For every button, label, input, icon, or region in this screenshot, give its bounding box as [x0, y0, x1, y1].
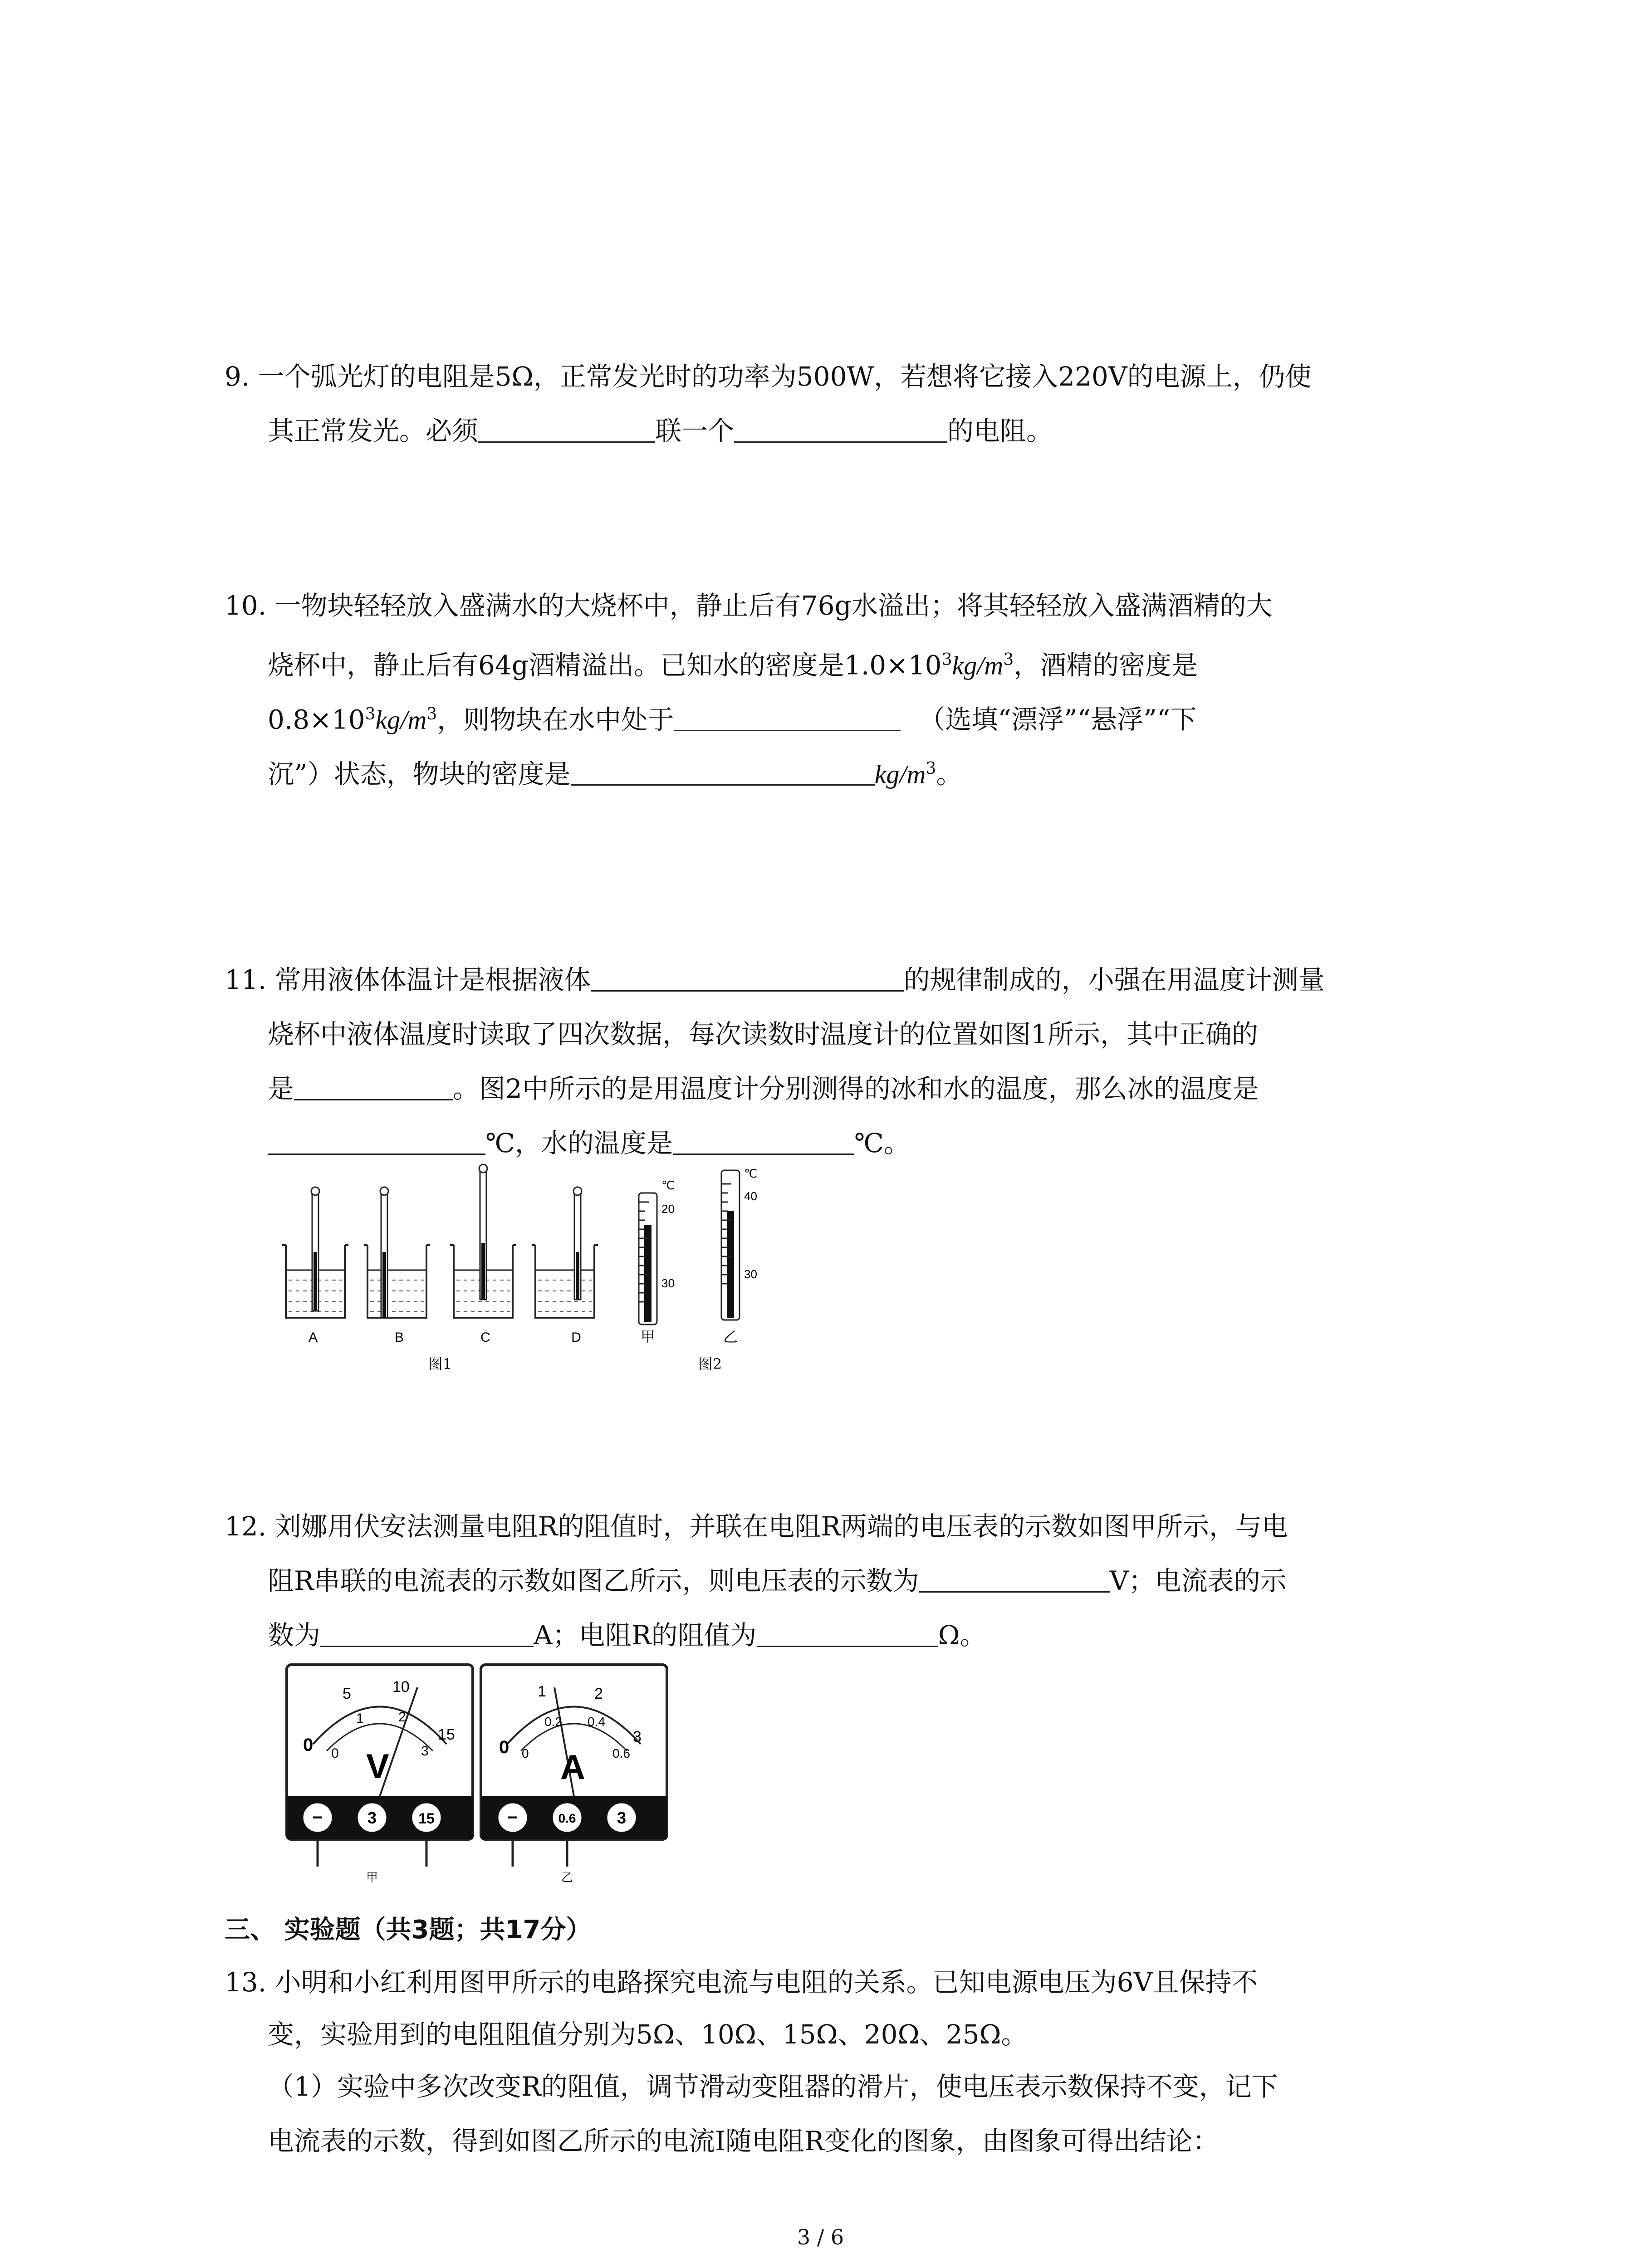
q10-line2 — [268, 642, 1198, 684]
therm-jia-unit: ℃ — [661, 1178, 675, 1192]
ammeter-outer-tick: 1 — [538, 1683, 546, 1700]
q10-unit: kg/m — [874, 759, 926, 789]
q9-line1: 9. 一个弧光灯的电阻是5Ω，正常发光时的功率为500W，若想将它接入220V的电源上，仍使 — [225, 361, 1312, 392]
beaker-c — [450, 1164, 516, 1318]
ammeter-outer-tick: 3 — [633, 1728, 642, 1745]
therm-yi-unit: ℃ — [744, 1167, 758, 1180]
q10-text: 沉”）状态，物块的密度是 — [268, 758, 571, 790]
q9-text: 的电阻。 — [947, 415, 1053, 446]
therm-jia-tick: 20 — [661, 1202, 675, 1216]
fig1-label-b: B — [394, 1330, 404, 1345]
fig2-caption: 图2 — [698, 1355, 722, 1373]
ammeter-terminal-neg: − — [507, 1808, 518, 1828]
q12-blank-3[interactable] — [757, 1620, 938, 1647]
q12-line2 — [268, 1563, 1287, 1599]
q11-text: 11. 常用液体体温计是根据液体 — [225, 964, 591, 995]
q12-text: V；电流表的示 — [1109, 1565, 1287, 1596]
ammeter-label: 乙 — [561, 1871, 573, 1885]
ammeter-terminal-0-6: 0.6 — [558, 1811, 576, 1825]
q10-blank-1[interactable] — [674, 704, 901, 731]
q9-blank-2[interactable] — [734, 416, 947, 443]
fig1-label-d: D — [571, 1330, 581, 1345]
meter-figures — [281, 1660, 671, 1887]
q11-blank-1[interactable] — [591, 965, 904, 992]
ammeter-inner-tick: 0 — [522, 1746, 529, 1760]
thermometer-yi — [721, 1167, 757, 1320]
ammeter-terminal-3: 3 — [617, 1809, 627, 1827]
q9-text: 其正常发光。必须 — [268, 415, 479, 446]
fig1-label-a: A — [308, 1330, 318, 1345]
voltmeter — [287, 1665, 473, 1885]
thermometer-figures — [272, 1161, 771, 1383]
q11-text: ℃。 — [854, 1128, 910, 1158]
fig1-caption: 图1 — [428, 1355, 452, 1373]
therm-jia-tick: 30 — [661, 1276, 675, 1290]
q10-line1: 10. 一物块轻轻放入盛满水的大烧杯中，静止后有76g水溢出；将其轻轻放入盛满酒精的大 — [225, 590, 1273, 621]
q13-line4: 电流表的示数，得到如图乙所示的电流I随电阻R变化的图象，由图象可得出结论： — [268, 2126, 1219, 2156]
q11-blank-2[interactable] — [294, 1074, 453, 1100]
q11-text: 的规律制成的，小强在用温度计测量 — [903, 964, 1325, 995]
ammeter-inner-tick: 0.6 — [612, 1746, 630, 1760]
voltmeter-outer-tick: 5 — [343, 1685, 351, 1702]
fig1-label-c: C — [480, 1330, 490, 1345]
q10-sup: 3 — [426, 705, 437, 723]
q10-sup: 3 — [926, 759, 936, 778]
ammeter-inner-tick: 0.4 — [588, 1715, 605, 1729]
q13-line3: （1）实验中多次改变R的阻值，调节滑动变阻器的滑片，使电压表示数保持不变，记下 — [268, 2071, 1278, 2102]
q11-line4 — [268, 1125, 910, 1161]
q10-line4 — [268, 751, 962, 792]
q12-line1: 12. 刘娜用伏安法测量电阻R的阻值时，并联在电阻R两端的电压表的示数如图甲所示，与电 — [225, 1511, 1288, 1542]
ammeter — [481, 1665, 667, 1885]
voltmeter-inner-tick: 1 — [356, 1711, 364, 1726]
voltmeter-outer-tick: 10 — [392, 1678, 410, 1696]
q12-text: A；电阻R的阻值为 — [534, 1620, 757, 1651]
q13-line1: 13. 小明和小红利用图甲所示的电路探究电流与电阻的关系。已知电源电压为6V且保持不 — [225, 1967, 1258, 1998]
q10-text: ，则物块在水中处于 — [437, 704, 674, 735]
q11-text: 是 — [268, 1073, 294, 1104]
q12-text: Ω。 — [938, 1620, 986, 1651]
q10-text: 烧杯中，静止后有64g酒精溢出。已知水的密度是1.0×10 — [268, 650, 942, 681]
fig2-label-jia: 甲 — [640, 1328, 656, 1345]
q12-text: 阻R串联的电流表的示数如图乙所示，则电压表的示数为 — [268, 1565, 919, 1596]
q11-text: ℃，水的温度是 — [485, 1128, 673, 1158]
voltmeter-inner-tick: 3 — [421, 1744, 429, 1759]
thermometer-jia — [639, 1178, 675, 1325]
q10-text: 。 — [936, 758, 963, 790]
q11-text: 。图2中所示的是用温度计分别测得的冰和水的温度，那么冰的温度是 — [453, 1073, 1259, 1104]
q12-text: 数为 — [268, 1620, 321, 1651]
beaker-d — [532, 1187, 598, 1318]
section-heading: 三、 实验题（共3题；共17分） — [225, 1915, 592, 1945]
q13-line2: 变，实验用到的电阻阻值分别为5Ω、10Ω、15Ω、20Ω、25Ω。 — [268, 2019, 1028, 2050]
therm-yi-tick: 30 — [744, 1267, 757, 1281]
q11-line3 — [268, 1070, 1259, 1107]
voltmeter-inner-tick: 0 — [331, 1746, 339, 1761]
voltmeter-outer-tick: 0 — [303, 1735, 314, 1755]
voltmeter-label: 甲 — [366, 1871, 378, 1885]
q10-line3 — [268, 696, 1196, 738]
q11-blank-4[interactable] — [673, 1128, 854, 1155]
q10-sup: 3 — [365, 705, 376, 723]
q9-blank-1[interactable] — [478, 416, 655, 443]
q9-line2 — [268, 413, 1053, 449]
q11-blank-3[interactable] — [268, 1128, 485, 1155]
q10-text: ，酒精的密度是 — [1014, 650, 1198, 681]
voltmeter-terminal-neg: − — [312, 1808, 323, 1828]
beaker-b — [364, 1187, 430, 1318]
q10-text: （选填“漂浮”“悬浮”“下 — [919, 704, 1197, 735]
ammeter-symbol: A — [560, 1748, 585, 1787]
voltmeter-inner-tick: 2 — [398, 1710, 406, 1725]
beaker-a — [282, 1187, 348, 1318]
q11-line1 — [225, 962, 1325, 998]
q10-sup: 3 — [941, 650, 952, 669]
ammeter-outer-tick: 2 — [594, 1685, 603, 1702]
q10-sup: 3 — [1003, 650, 1014, 669]
voltmeter-terminal-15: 15 — [418, 1810, 435, 1827]
page-number: 3 / 6 — [797, 2225, 844, 2249]
q10-unit: kg/m — [952, 650, 1004, 680]
ammeter-inner-tick: 0.2 — [544, 1715, 562, 1729]
q10-text: 0.8×10 — [268, 704, 365, 735]
fig2-label-yi: 乙 — [723, 1328, 738, 1345]
voltmeter-symbol: V — [366, 1747, 389, 1786]
q12-blank-2[interactable] — [320, 1620, 534, 1647]
voltmeter-terminal-3: 3 — [367, 1809, 377, 1827]
ammeter-outer-tick: 0 — [499, 1737, 509, 1757]
q12-line3 — [268, 1617, 986, 1653]
q10-blank-2[interactable] — [571, 759, 875, 786]
q10-unit: kg/m — [375, 705, 427, 735]
q9-text: 联一个 — [655, 415, 735, 446]
q11-line2: 烧杯中液体温度时读取了四次数据，每次读数时温度计的位置如图1所示，其中正确的 — [268, 1019, 1258, 1050]
therm-yi-tick: 40 — [744, 1189, 757, 1203]
q12-blank-1[interactable] — [919, 1566, 1110, 1593]
voltmeter-outer-tick: 15 — [438, 1726, 455, 1743]
